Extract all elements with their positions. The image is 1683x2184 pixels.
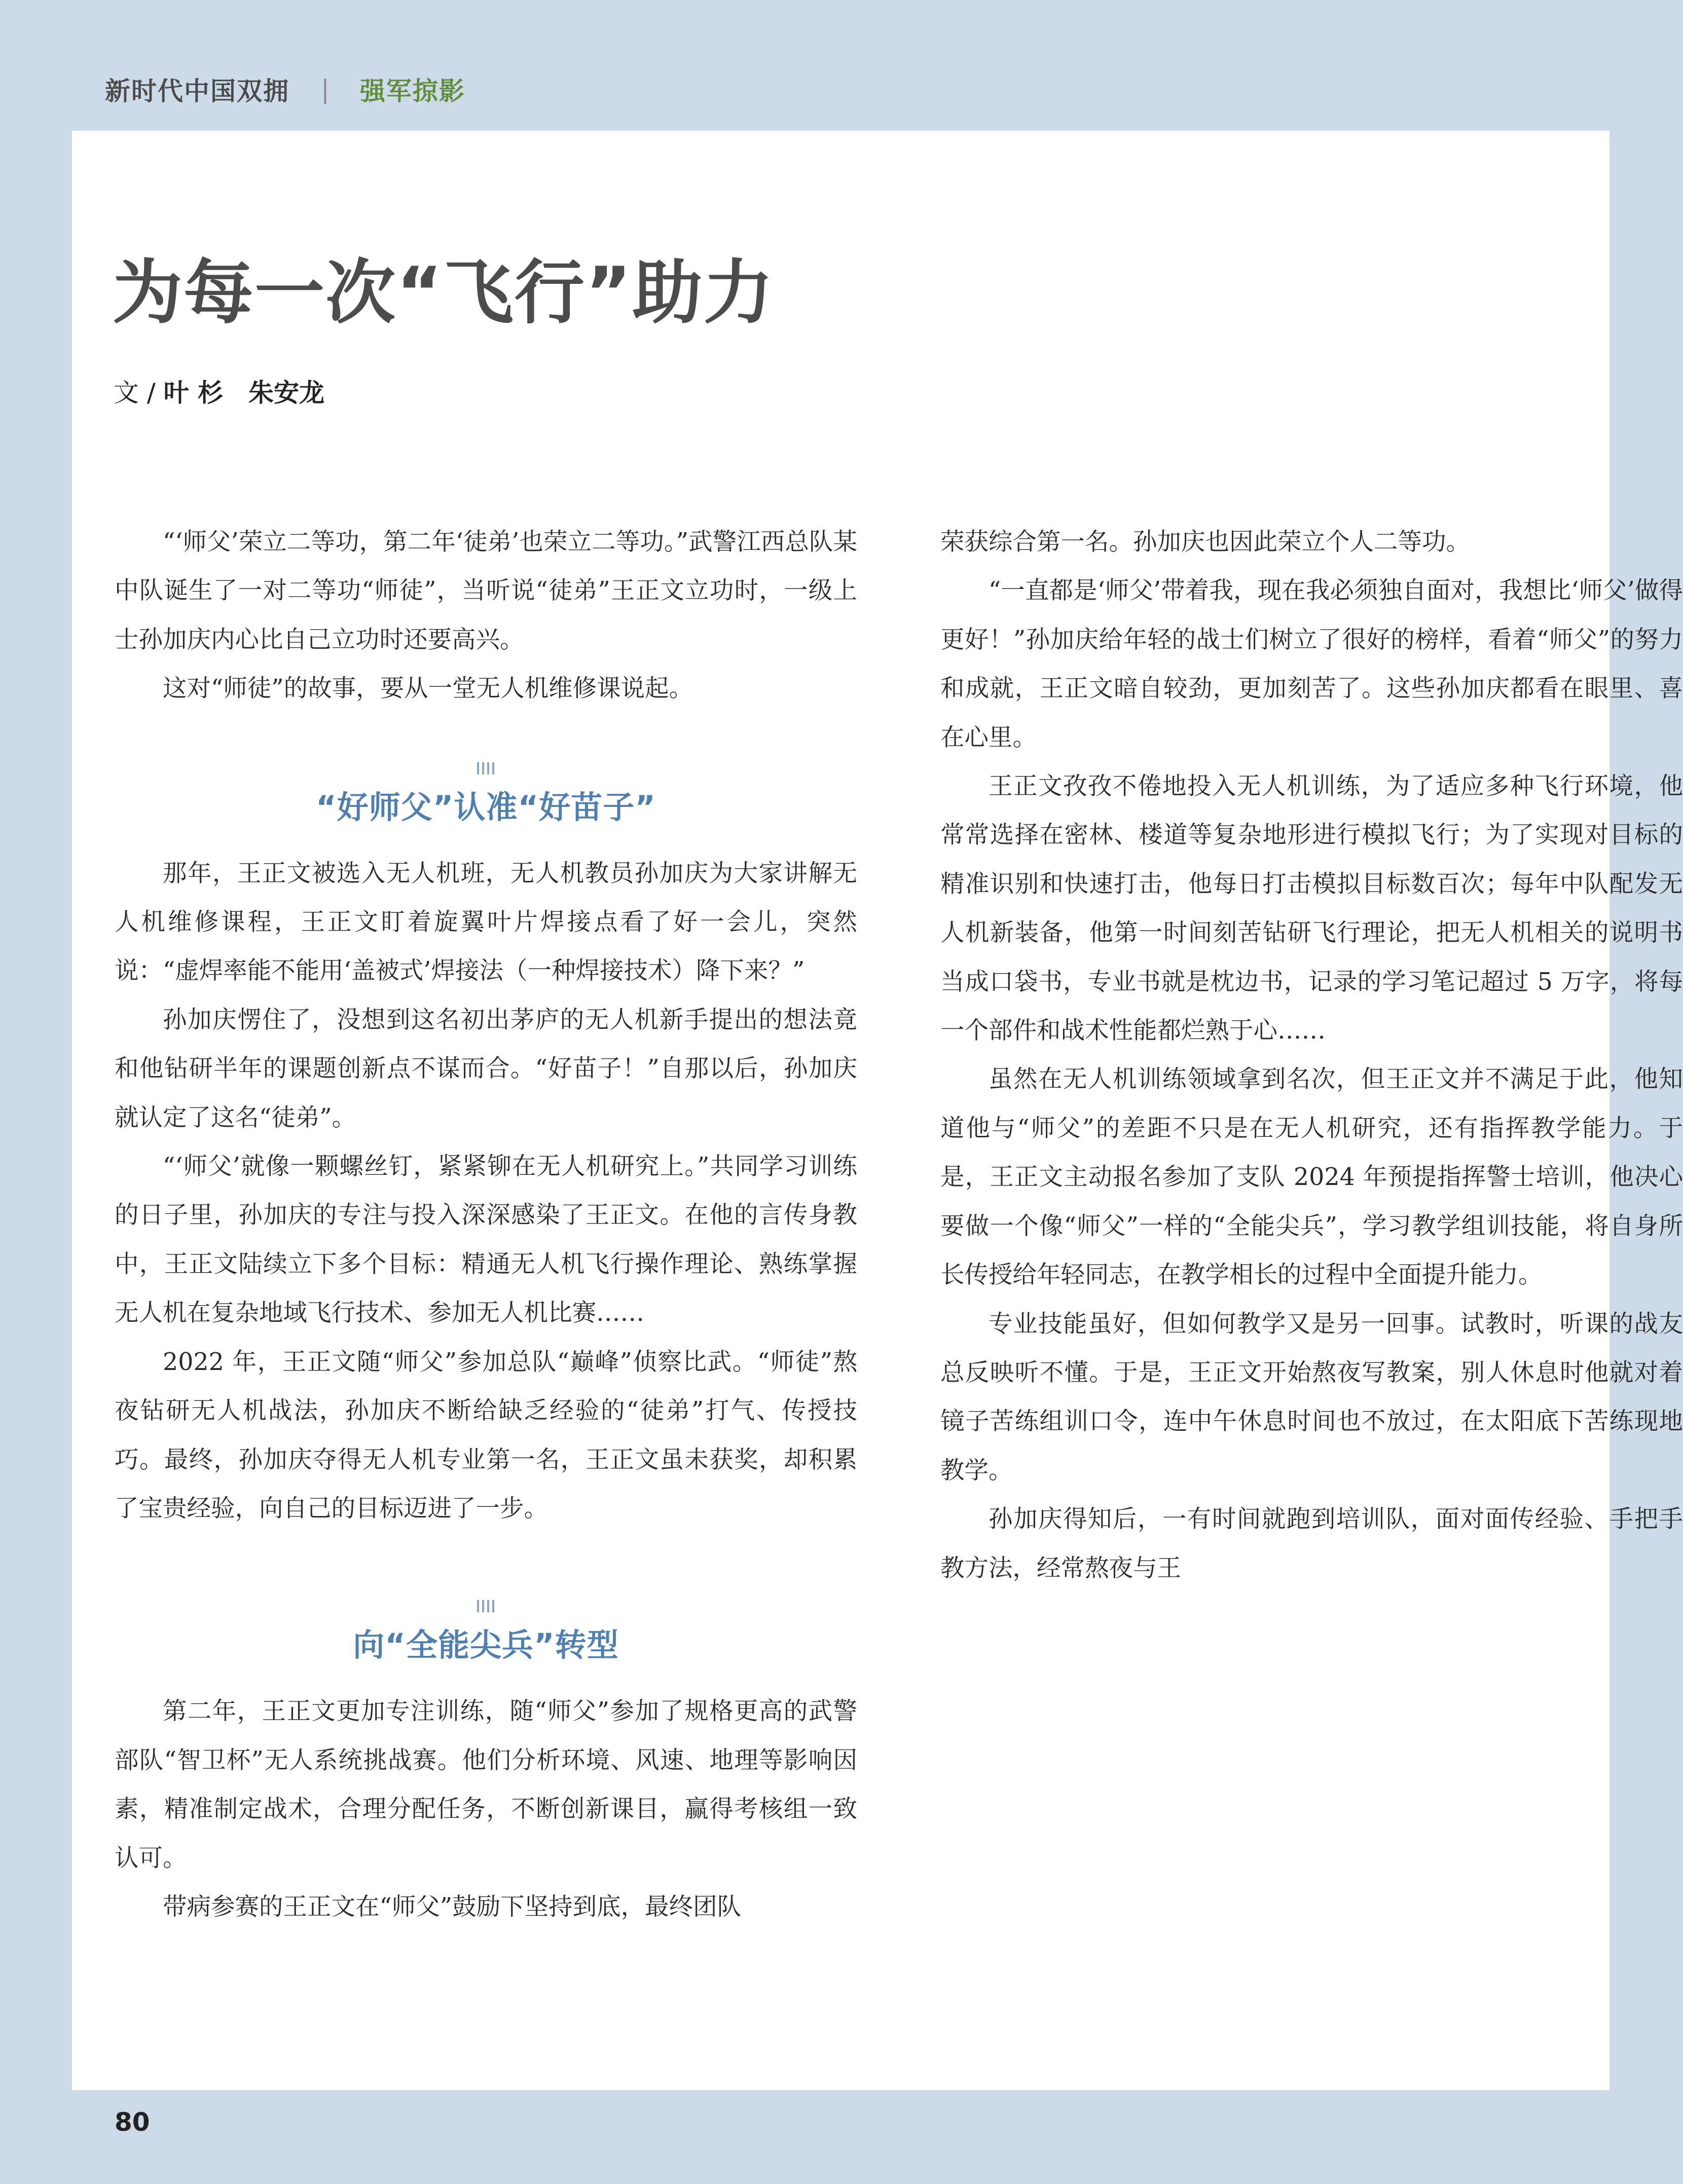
subheading: “好师父”认准“好苗子” [316,788,656,826]
header-section-name: 新时代中国双拥 [105,77,289,106]
subheading-ornament [115,759,857,778]
paragraph: 带病参赛的王正文在“师父”鼓励下坚持到底，最终团队 [163,1893,742,1921]
paragraph: “‘师父’荣立二等功，第二年‘徒弟’也荣立二等功。”武警江西总队某中队诞生了一对二等功“师徒”，当听说“徒弟”王正文立功时，一级上士孙加庆内心比自己立功时还要高兴。 [115,528,857,654]
header-divider: | [321,75,331,104]
paragraph: 孙加庆愣住了，没想到这名初出茅庐的无人机新手提出的想法竟和他钻研半年的课题创新点不谋而合。“好苗子！”自那以后，孙加庆就认定了这名“徒弟”。 [115,1006,857,1132]
byline [114,375,324,411]
paragraph: 2022 年，王正文随“师父”参加总队“巅峰”侦察比武。“师徒”熬夜钻研无人机战法，孙加庆不断给缺乏经验的“徒弟”打气、传授技巧。最终，孙加庆夺得无人机专业第一名，王正文虽未获奖，却积累了宝贵经验，向自己的目标迈进了一步。 [115,1348,857,1523]
subheading-block [115,759,857,830]
left-column [115,518,857,1932]
page-number: 80 [115,2107,150,2137]
paragraph: “‘师父’就像一颗螺丝钉，紧紧铆在无人机研究上。”共同学习训练的日子里，孙加庆的专注与投入深深感染了王正文。在他的言传身教中，王正文陆续立下多个目标：精通无人机飞行操作理论、熟练掌握无人机在复杂地域飞行技术、参加无人机比赛…… [115,1153,857,1327]
article-title: 为每一次“飞行”助力 [113,252,775,334]
header-column-name: 强军掠影 [359,77,465,106]
right-column [940,518,1683,1593]
paragraph: “一直都是‘师父’带着我，现在我必须独自面对，我想比‘师父’做得更好！”孙加庆给年轻的战士们树立了很好的榜样，看着“师父”的努力和成就，王正文暗自较劲，更加刻苦了。这些孙加庆都看在眼里、喜在心里。 [940,577,1683,752]
paragraph: 那年，王正文被选入无人机班，无人机教员孙加庆为大家讲解无人机维修课程，王正文盯着旋翼叶片焊接点看了好一会儿，突然说：“虚焊率能不能用‘盖被式’焊接法（一种焊接技术）降下来？” [115,859,857,985]
subheading: 向“全能尖兵”转型 [353,1626,619,1664]
paragraph: 王正文孜孜不倦地投入无人机训练，为了适应多种飞行环境，他常常选择在密林、楼道等复杂地形进行模拟飞行；为了实现对目标的精准识别和快速打击，他每日打击模拟目标数百次；每年中队配发无人机新装备，他第一时间刻苦钻研飞行理论，把无人机相关的说明书当成口袋书，专业书就是枕边书，记录的学习笔记超过 5 万字，将每一个部件和战术性能都烂熟于心…… [940,772,1683,1045]
byline-prefix: 文 / [114,378,164,408]
paragraph: 这对“师徒”的故事，要从一堂无人机维修课说起。 [163,675,693,703]
paragraph: 第二年，王正文更加专注训练，随“师父”参加了规格更高的武警部队“智卫杯”无人系统挑战赛。他们分析环境、风速、地理等影响因素，精准制定战术，合理分配任务，不断创新课目，赢得考核组一致认可。 [115,1697,857,1872]
paragraph: 专业技能虽好，但如何教学又是另一回事。试教时，听课的战友总反映听不懂。于是，王正文开始熬夜写教案，别人休息时他就对着镜子苦练组训口令，连中午休息时间也不放过，在太阳底下苦练现地教学。 [940,1310,1683,1485]
paragraph-continued: 荣获综合第一名。孙加庆也因此荣立个人二等功。 [940,528,1470,556]
subheading-block [115,1597,857,1668]
paragraph: 孙加庆得知后，一有时间就跑到培训队，面对面传经验、手把手教方法，经常熬夜与王 [940,1505,1683,1582]
byline-authors: 叶 杉 朱安龙 [163,378,325,408]
subheading-ornament [115,1597,857,1615]
paragraph: 虽然在无人机训练领域拿到名次，但王正文并不满足于此，他知道他与“师父”的差距不只是在无人机研究，还有指挥教学能力。于是，王正文主动报名参加了支队 2024 年预提指挥警士培训，他决心要做一个像“师父”一样的“全能尖兵”，学习教学组训技能，将自身所长传授给年轻同志，在教学相长的过程中全面提升能力。 [940,1065,1683,1289]
running-header [105,69,465,109]
